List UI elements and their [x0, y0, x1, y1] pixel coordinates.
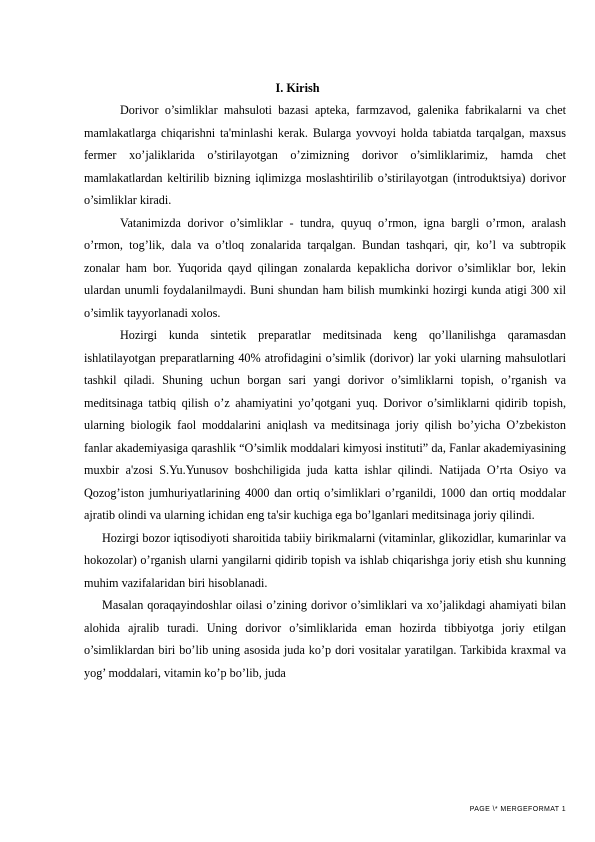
- body-text: [84, 99, 566, 684]
- paragraph-2: Vatanimizda dorivor o’simliklar - tundra, quyuq o’rmon, igna bargli o’rmon, aralash o’rmon, tog’lik, dala va o’tloq zonalarida tarqalgan. Bundan tashqari, qir, ko’l va subtropik zonalar ham bor. Yuqorida qayd qilingan zonalarda kераklicha dorivor o’simliklar bor, lekin ulardan unumli foydalanilmaydi. Buni shundan ham bilish mumkinki hozirgi kunda atigi 300 xil o’simlik tayyorlanadi xolos.: [84, 215, 566, 320]
- paragraph-4: Hozirgi bozor iqtisodiyoti sharoitida tabiiy birikmalarni (vitaminlar, glikozidlar, kumarinlar va hokozolar) o’rganish ularni yangilarni qidirib topish va ishlab chiqarishga joriy etish shu kunning muhim vazifalaridan biri hisoblanadi.: [84, 530, 566, 590]
- page-number-field: PAGE \* MERGEFORMAT 1: [469, 806, 566, 813]
- paragraph-3: Hozirgi kunda sintetik preparatlar meditsinada keng qo’llanilishga qaramasdan ishlatilayotgan preparatlarning 40% atrofidagini o’simlik (dorivor) lar yoki ularning mahsulotlari tashkil qiladi. Shuning uchun borgan sari yangi dorivor o’simliklarni topish, o’rganish va meditsinaga tatbiq qilish o’z ahamiyatini yo’qotgani yuq. Dorivor o’simliklarni qidirib topish, ularning biologik faol moddalarini aniqlash va meditsinaga joriy qilish bo’yicha O’zbekiston fanlar akademiyasiga qarashlik “O’simlik moddalari kimyosi instituti” da, Fanlar akademiyasining muxbir a'zosi S.Yu.Yunusov boshchiligida juda katta ishlar qilindi. Natijada O’rta Osiyo va Qozog’iston jumhuriyatlarining 4000 dan ortiq o’simliklari o’rganildi, 1000 dan ortiq moddalar ajratib olindi va ularning ichidan eng ta'sir kuchiga ega bo’lganlari meditsinaga joriy qilindi.: [84, 328, 566, 522]
- paragraph-1: Dorivor o’simliklar mahsuloti bazasi apteka, farmzavod, galenika fabrikalarni va chet mamlakatlarga chiqarishni ta'minlashi kerak. Bularga yovvoyi holda tabiatda tarqalgan, maxsus fermer xo’jaliklarida o’stirilayotgan o’zimizning dorivor o’simliklarimiz, hamda chet mamlakatlardan keltirilib bizning iqlimizga moslashtirilib o’stirilayotgan (introduktsiya) dorivor o’simliklar kiradi.: [84, 103, 566, 207]
- paragraph-5: Masalan qoraqayindoshlar oilasi o’zining dorivor o’simliklari va xo’jalikdagi ahamiyati bilan alohida ajralib turadi. Uning dorivor o’simliklarida eman hozirda tibbiyotga joriy etilgan o’simliklardan biri bo’lib uning asosida juda ko’p dori vositalar yaratilgan. Tarkibida kraxmal va yog’ moddalari, vitamin ko’p bo’lib, juda: [84, 598, 566, 680]
- section-heading: I. Kirish: [275, 81, 320, 95]
